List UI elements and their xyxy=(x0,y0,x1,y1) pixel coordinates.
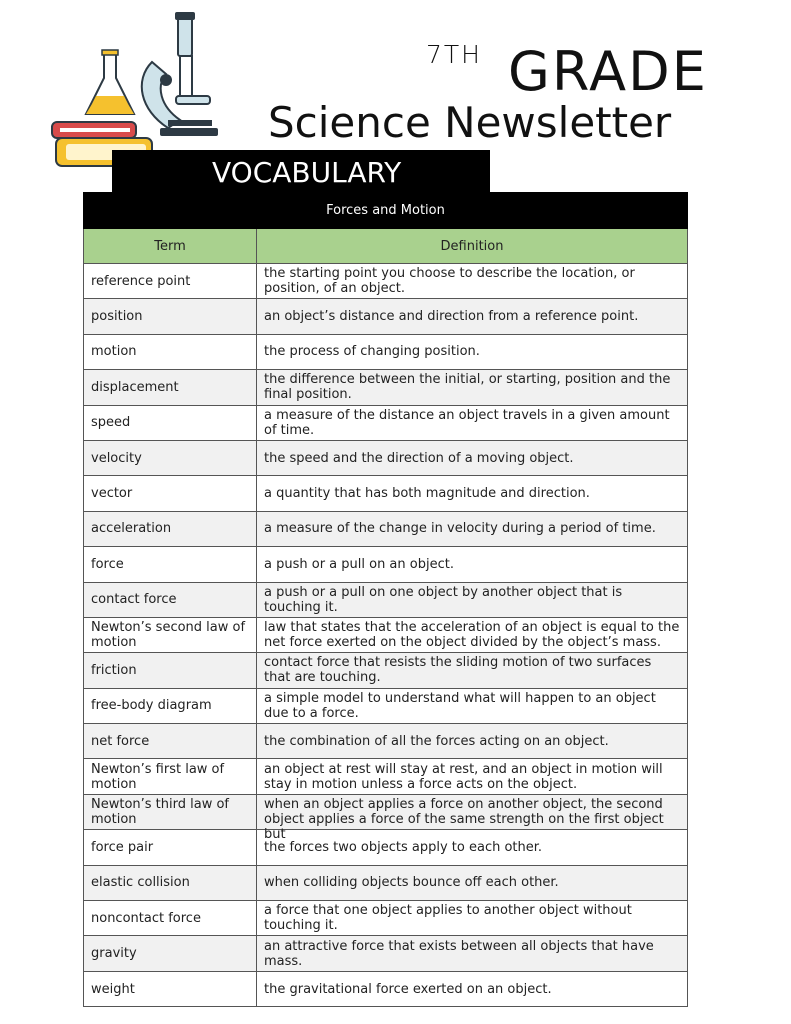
term-cell: position xyxy=(84,299,257,334)
term-cell: Newton’s first law of motion xyxy=(84,759,257,794)
table-row xyxy=(84,794,688,829)
definition-cell: a simple model to understand what will happen to an object due to a force. xyxy=(257,688,688,723)
term-cell: Newton’s third law of motion xyxy=(84,794,257,829)
definition-cell: the difference between the initial, or starting, position and the final position. xyxy=(257,370,688,405)
table-row xyxy=(84,440,688,475)
definition-cell: the forces two objects apply to each other. xyxy=(257,830,688,865)
table-row xyxy=(84,971,688,1006)
table-row xyxy=(84,405,688,440)
column-header-definition: Definition xyxy=(257,229,688,264)
term-cell: net force xyxy=(84,724,257,759)
definition-cell: the speed and the direction of a moving object. xyxy=(257,440,688,475)
definition-cell: contact force that resists the sliding motion of two surfaces that are touching. xyxy=(257,653,688,688)
table-row xyxy=(84,582,688,617)
table-row xyxy=(84,936,688,971)
definition-cell: the gravitational force exerted on an object. xyxy=(257,971,688,1006)
term-cell: force xyxy=(84,547,257,582)
definition-cell: the starting point you choose to describe the location, or position, of an object. xyxy=(257,264,688,299)
term-cell: gravity xyxy=(84,936,257,971)
table-row xyxy=(84,334,688,369)
table-row xyxy=(84,370,688,405)
table-row xyxy=(84,511,688,546)
definition-cell: a quantity that has both magnitude and direction. xyxy=(257,476,688,511)
term-cell: velocity xyxy=(84,440,257,475)
newsletter-title: Science Newsletter xyxy=(268,98,672,147)
table-row xyxy=(84,830,688,865)
table-row xyxy=(84,264,688,299)
term-cell: weight xyxy=(84,971,257,1006)
table-row xyxy=(84,724,688,759)
definition-cell: a measure of the distance an object travels in a given amount of time. xyxy=(257,405,688,440)
definition-cell: a force that one object applies to another object without touching it. xyxy=(257,901,688,936)
vocabulary-table xyxy=(83,192,688,1007)
table-row xyxy=(84,901,688,936)
table-row xyxy=(84,299,688,334)
term-cell: noncontact force xyxy=(84,901,257,936)
term-cell: vector xyxy=(84,476,257,511)
definition-cell: a push or a pull on an object. xyxy=(257,547,688,582)
term-cell: free-body diagram xyxy=(84,688,257,723)
term-cell: contact force xyxy=(84,582,257,617)
definition-cell: law that states that the acceleration of an object is equal to the net force exerted on the object divided by the object’s mass. xyxy=(257,617,688,652)
term-cell: speed xyxy=(84,405,257,440)
table-body xyxy=(84,264,688,1007)
term-cell: friction xyxy=(84,653,257,688)
microscope-base xyxy=(160,128,218,136)
definition-cell: a push or a pull on one object by another object that is touching it. xyxy=(257,582,688,617)
definition-cell: when an object applies a force on another object, the second object applies a force of the same strength on the first object but xyxy=(257,794,688,829)
table-row xyxy=(84,617,688,652)
vocabulary-heading: VOCABULARY xyxy=(212,156,402,189)
definition-cell: the process of changing position. xyxy=(257,334,688,369)
table-row xyxy=(84,759,688,794)
column-header-term: Term xyxy=(84,229,257,264)
definition-cell: an attractive force that exists between all objects that have mass. xyxy=(257,936,688,971)
table-caption: Forces and Motion xyxy=(84,193,688,229)
table-row xyxy=(84,547,688,582)
table-row xyxy=(84,865,688,900)
table-row xyxy=(84,653,688,688)
grade-number: 7TH xyxy=(426,40,482,69)
definition-cell: an object’s distance and direction from a reference point. xyxy=(257,299,688,334)
table-row xyxy=(84,688,688,723)
table-row xyxy=(84,476,688,511)
term-cell: elastic collision xyxy=(84,865,257,900)
term-cell: motion xyxy=(84,334,257,369)
definition-cell: an object at rest will stay at rest, and an object in motion will stay in motion unless a force acts on the object. xyxy=(257,759,688,794)
term-cell: acceleration xyxy=(84,511,257,546)
term-cell: force pair xyxy=(84,830,257,865)
grade-title: GRADE xyxy=(508,40,708,103)
definition-cell: when colliding objects bounce off each other. xyxy=(257,865,688,900)
term-cell: displacement xyxy=(84,370,257,405)
definition-cell: a measure of the change in velocity during a period of time. xyxy=(257,511,688,546)
term-cell: reference point xyxy=(84,264,257,299)
definition-cell: the combination of all the forces acting on an object. xyxy=(257,724,688,759)
term-cell: Newton’s second law of motion xyxy=(84,617,257,652)
